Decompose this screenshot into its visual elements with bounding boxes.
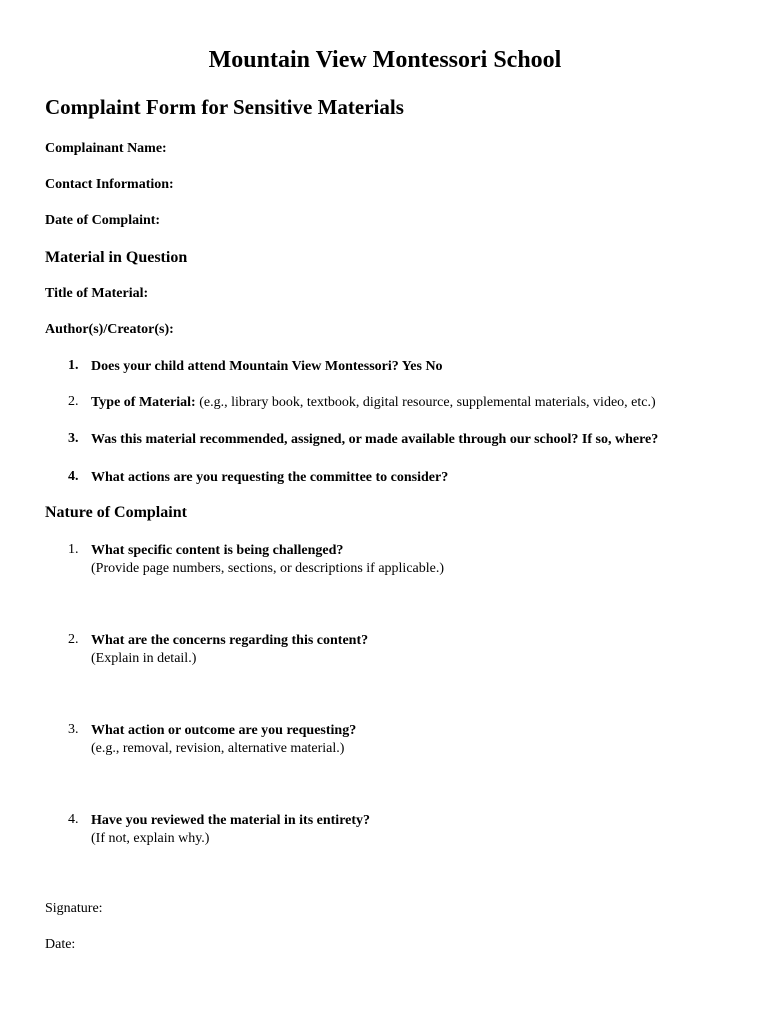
- material-q3: [91, 431, 658, 449]
- nature-q4-hint: (If not, explain why.): [91, 831, 210, 846]
- nature-q4: [91, 812, 370, 848]
- material-q1-number: 1.: [68, 358, 79, 373]
- nature-q3-hint: (e.g., removal, revision, alternative material.): [91, 741, 345, 756]
- nature-q2-hint: (Explain in detail.): [91, 651, 197, 666]
- nature-q2: [91, 632, 368, 668]
- material-q1-text: Does your child attend Mountain View Montessori? Yes No: [91, 359, 443, 374]
- nature-q2-question: What are the concerns regarding this content?: [91, 633, 369, 648]
- nature-section-heading: Nature of Complaint: [45, 504, 187, 521]
- nature-q1-question: What specific content is being challenged?: [91, 543, 344, 558]
- material-q2: [91, 394, 656, 412]
- material-q2-number: 2.: [68, 394, 79, 409]
- title-of-material-label: Title of Material:: [45, 286, 149, 301]
- nature-q3-number: 3.: [68, 722, 79, 737]
- signature-label: Signature:: [45, 901, 103, 916]
- signature-date-label: Date:: [45, 937, 76, 952]
- material-q1: [91, 358, 443, 376]
- material-section-heading: Material in Question: [45, 249, 188, 266]
- school-name: Mountain View Montessori School: [208, 47, 562, 73]
- complainant-name-label: Complainant Name:: [45, 141, 167, 156]
- nature-q1-number: 1.: [68, 542, 79, 557]
- material-q4-text: What actions are you requesting the committee to consider?: [91, 470, 449, 485]
- nature-q1-hint: (Provide page numbers, sections, or descriptions if applicable.): [91, 561, 445, 576]
- contact-information-label: Contact Information:: [45, 177, 174, 192]
- nature-q4-number: 4.: [68, 812, 79, 827]
- nature-q4-question: Have you reviewed the material in its entirety?: [91, 813, 371, 828]
- material-q4: [91, 469, 448, 487]
- material-q2-label: Type of Material:: [91, 395, 196, 410]
- nature-q2-number: 2.: [68, 632, 79, 647]
- material-q3-number: 3.: [68, 431, 79, 446]
- material-q4-number: 4.: [68, 469, 79, 484]
- nature-q1: [91, 542, 444, 578]
- material-q3-text: Was this material recommended, assigned, or made available through our school? If so, where?: [91, 432, 659, 447]
- nature-q3: [91, 722, 356, 758]
- date-of-complaint-label: Date of Complaint:: [45, 213, 161, 228]
- authors-label: Author(s)/Creator(s):: [45, 322, 174, 337]
- material-q2-examples: (e.g., library book, textbook, digital resource, supplemental materials, video, etc.): [195, 395, 656, 410]
- nature-q3-question: What action or outcome are you requesting?: [91, 723, 357, 738]
- form-title: Complaint Form for Sensitive Materials: [45, 95, 404, 119]
